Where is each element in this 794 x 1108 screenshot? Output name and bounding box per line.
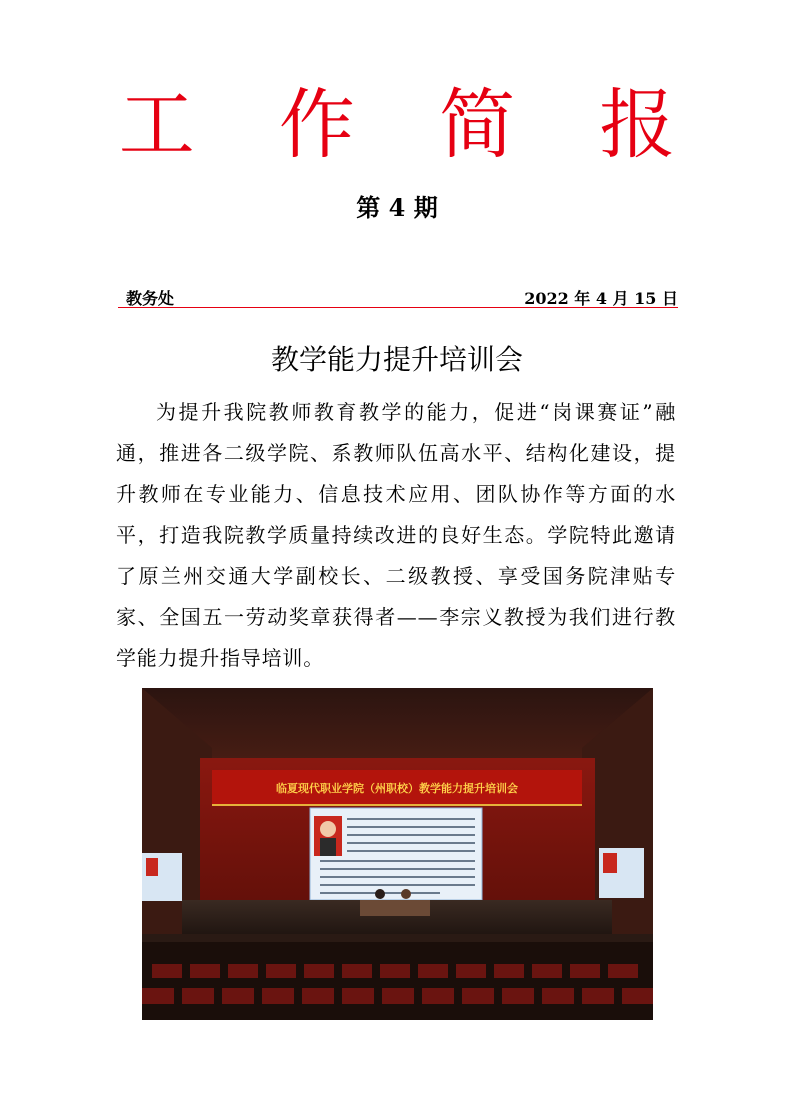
header-divider: [118, 307, 678, 308]
masthead-title: 工 作 简 报: [118, 80, 706, 169]
banner-text: 临夏现代职业学院（州职校）教学能力提升培训会: [276, 782, 518, 795]
event-photo: [142, 688, 653, 1020]
article-headline: 教学能力提升培训会: [270, 343, 523, 376]
date-label: 2022 年 4 月 15 日: [524, 289, 678, 308]
article-paragraph: 为提升我院教师教育教学的能力，促进“岗课赛证”融通，推进各二级学院、系教师队伍高水平、结构化建设，提升教师在专业能力、信息技术应用、团队协作等方面的水平，打造我院教学质量持续改进的良好生态。学院特此邀请了原兰州交通大学副校长、二级教授、享受国务院津贴专家、全国五一劳动奖章获得者——李宗义教授为我们进行教学能力提升指导培训。: [116, 400, 676, 670]
department-label: 教务处: [126, 289, 175, 308]
meta-row: [118, 286, 678, 306]
issue-number: 第 4 期: [356, 193, 438, 222]
